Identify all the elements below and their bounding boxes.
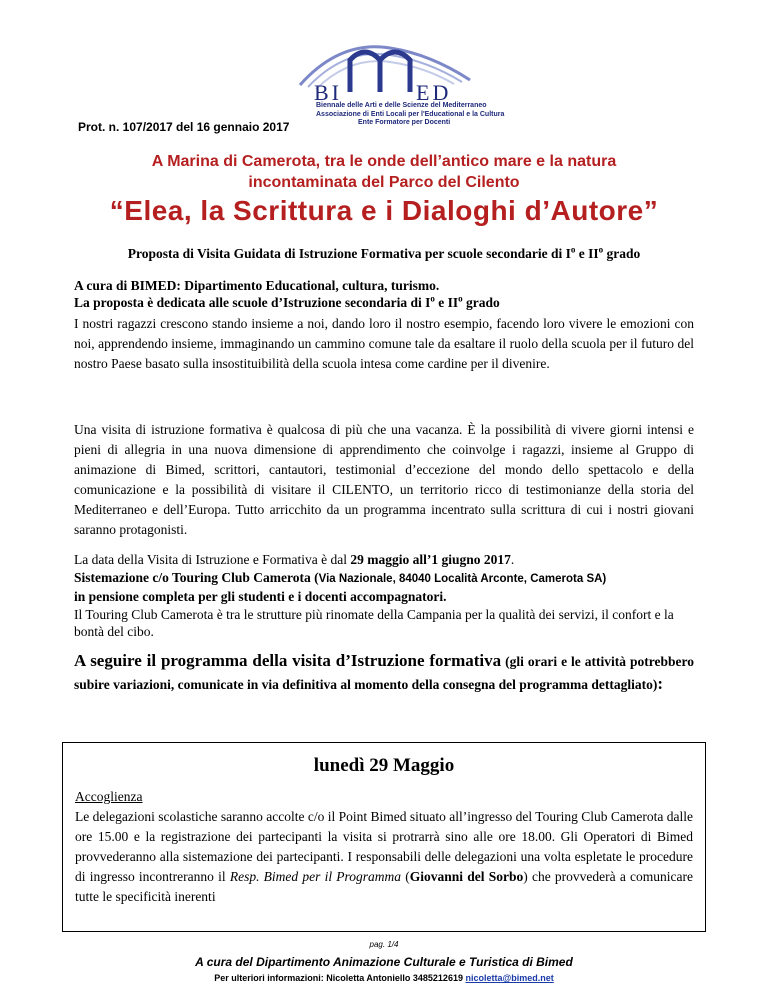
program-heading-note: (gli orari e le attività potrebbero subire variazioni, comunicate in via definitiva al momento della consegna del programma dettagliato)	[74, 654, 694, 692]
subtitle-line-2: incontaminata del Parco del Cilento	[248, 174, 520, 191]
footer-contact-text: Per ulteriori informazioni: Nicoletta Antoniello 3485212619	[214, 973, 466, 983]
logo-line-3: Ente Formatore per Docenti	[358, 119, 451, 126]
protocol-number: Prot. n. 107/2017 del 16 gennaio 2017	[78, 120, 290, 134]
cura-line2-a: La proposta è dedicata alle scuole d’Istruzione secondaria di I	[74, 295, 431, 310]
subtitle-line-1: A Marina di Camerota, tra le onde dell’antico mare e la natura	[151, 153, 617, 170]
proposal-sup-1: o	[570, 244, 576, 255]
paragraph-dates	[74, 551, 694, 641]
section-heading-accoglienza: Accoglienza	[75, 789, 143, 804]
touring-line: Il Touring Club Camerota è tra le strutture più rinomate della Campania per la qualità dei servizi, il confort e la bontà del cibo.	[74, 606, 674, 639]
date-line	[74, 551, 694, 569]
paragraph-intro: I nostri ragazzi crescono stando insieme a noi, dando loro il nostro esempio, facendo loro vivere le emozioni con noi, apprendendo insieme, immaginando un cammino comune tale da esaltare il ruolo della scuola per il futuro del nostro Paese basato sulla insostituibilità della scuola intesa come cardine per il divenire.	[74, 316, 694, 371]
cura-sup-1: o	[430, 293, 435, 304]
proposal-end: grado	[603, 246, 641, 261]
footer-contact	[0, 973, 768, 983]
day-title: lunedì 29 Maggio	[313, 755, 455, 776]
accommodation-line	[74, 569, 694, 589]
proposal-mid: e II	[575, 246, 599, 261]
cura-line2-c: grado	[462, 295, 500, 310]
proposal-text: Proposta di Visita Guidata di Istruzione Formativa per scuole secondarie di I	[127, 246, 571, 261]
cura-sup-2: o	[458, 293, 463, 304]
schedule-text-a: Le delegazioni scolastiche saranno accolte c/o il Point Bimed situato all’ingresso del Touring Club Camerota dalle ore 15.00 e la registrazione dei partecipanti la visita si protrarrà sino alle ore 18.00. Gli Operatori di Bimed provvederanno alla sistemazione dei partecipanti. I responsabili delle delegazioni una volta espletate le procedure di ingresso incontreranno il	[75, 809, 693, 884]
schedule-text-bold: Giovanni del Sorbo	[409, 869, 524, 884]
paragraph-visit: Una visita di istruzione formativa è qualcosa di più che una vacanza. È la possibilità di vivere giorni intensi e pieni di allegria in una nuova dimensione di apprendimento che coinvolge i ragazzi, insieme al Gruppo di animazione di Bimed, scrittori, cantautori, testimonial d’eccezione del mondo dello spettacolo e della comunicazione e la possibilità di visitare il CILENTO, un territorio ricco di testimonianze della storia del Mediterraneo e dell’Europa. Tutto arricchito da un programma incentrato sulla scrittura di cui i nostri giovani saranno protagonisti.	[74, 422, 694, 537]
curated-by-line-2	[74, 294, 500, 311]
cura-line2-b: e II	[434, 295, 459, 310]
schedule-text-b: (	[401, 869, 410, 884]
curated-by	[74, 277, 500, 311]
program-heading-main: A seguire il programma della visita d’Istruzione formativa	[74, 651, 502, 670]
date-suffix: .	[510, 552, 515, 567]
schedule-text-c: ) che provvederà a comunicare tutte le specificità inerenti	[75, 869, 694, 904]
date-range: 29 maggio all’1 giugno 2017	[350, 552, 511, 567]
proposal-sup-2: o	[598, 244, 604, 255]
schedule-text-italic: Resp. Bimed per il Programma	[229, 869, 402, 884]
accommodation-label: Sistemazione c/o Touring Club Camerota (	[74, 569, 319, 585]
day-schedule-text	[75, 807, 693, 907]
svg-text:ED: ED	[416, 80, 452, 105]
page-number: pag. 1/4	[369, 940, 399, 949]
program-heading	[74, 650, 694, 696]
date-prefix: La data della Visita di Istruzione e Formativa è dal	[74, 552, 351, 567]
logo-caption	[316, 102, 506, 128]
email-link[interactable]: nicoletta@bimed.net	[465, 973, 554, 983]
logo-line-1: Biennale delle Arti e delle Scienze del Mediterraneo	[316, 102, 487, 109]
document-title: “Elea, la Scrittura e i Dialoghi d’Autore”	[109, 195, 659, 226]
proposal-line	[0, 246, 768, 262]
svg-text:BI: BI	[314, 80, 342, 105]
pension-line	[74, 588, 694, 606]
accommodation-address: Via Nazionale, 84040 Località Arconte, Camerota SA)	[318, 572, 607, 585]
bimed-logo-icon	[280, 30, 490, 105]
footer-department: A cura del Dipartimento Animazione Culturale e Turistica di Bimed	[195, 955, 573, 969]
bimed-logo	[280, 30, 505, 126]
program-heading-colon: :	[657, 674, 664, 693]
curated-by-line-1: A cura di BIMED: Dipartimento Educational, cultura, turismo.	[74, 278, 440, 293]
logo-line-2: Associazione di Enti Locali per l'Educational e la Cultura	[316, 110, 505, 118]
day-schedule-box	[62, 742, 706, 932]
pension-text: in pensione completa per gli studenti e i docenti accompagnatori.	[74, 589, 447, 604]
